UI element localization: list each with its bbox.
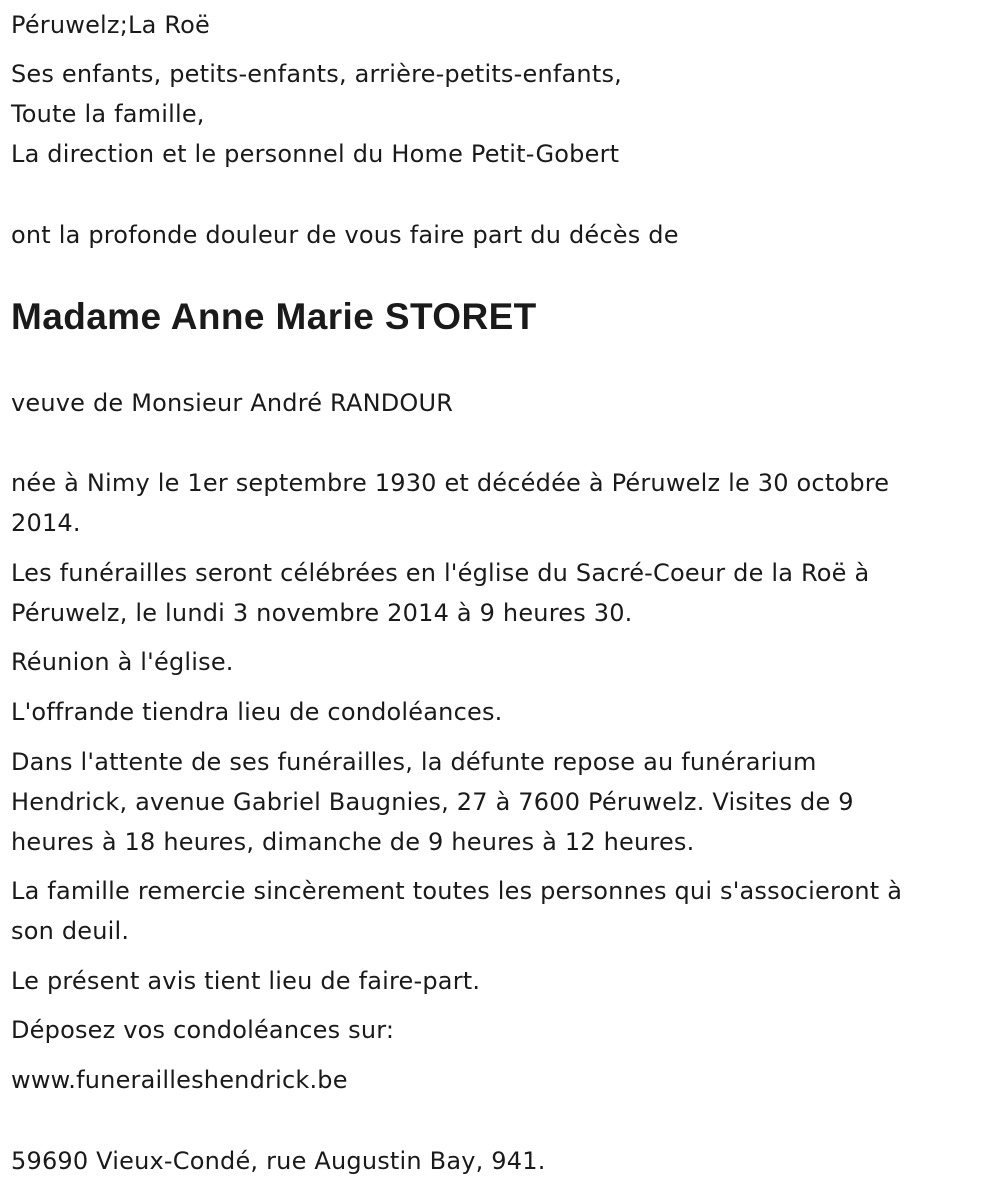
funeral-line-2: Péruwelz, le lundi 3 novembre 2014 à 9 heures 30.: [11, 599, 633, 627]
spouse-text: veuve de Monsieur André RANDOUR: [11, 389, 454, 417]
wake-line-2: Hendrick, avenue Gabriel Baugnies, 27 à 7600 Péruwelz. Visites de 9: [11, 788, 854, 816]
birth-death-line-2: 2014.: [11, 509, 81, 537]
offering-text: L'offrande tiendra lieu de condoléances.: [11, 698, 503, 726]
family-line-1: Ses enfants, petits-enfants, arrière-petits-enfants,: [11, 60, 622, 88]
condolences-label: Déposez vos condoléances sur:: [11, 1016, 395, 1044]
family-line-3: La direction et le personnel du Home Petit-Gobert: [11, 140, 620, 168]
notice-text: Le présent avis tient lieu de faire-part.: [11, 967, 481, 995]
address-text: 59690 Vieux-Condé, rue Augustin Bay, 941.: [11, 1147, 546, 1175]
funeral-line-1: Les funérailles seront célébrées en l'église du Sacré-Coeur de la Roë à: [11, 559, 870, 587]
thanks-line-1: La famille remercie sincèrement toutes les personnes qui s'associeront à: [11, 877, 903, 905]
family-line-2: Toute la famille,: [11, 100, 205, 128]
birth-death-line-1: née à Nimy le 1er septembre 1930 et décédée à Péruwelz le 30 octobre: [11, 469, 890, 497]
condolences-link[interactable]: www.funerailleshendrick.be: [11, 1066, 348, 1094]
deceased-name: Madame Anne Marie STORET: [11, 296, 537, 337]
wake-line-1: Dans l'attente de ses funérailles, la défunte repose au funérarium: [11, 748, 817, 776]
thanks-line-2: son deuil.: [11, 917, 130, 945]
meeting-text: Réunion à l'église.: [11, 648, 234, 676]
announcement-text: ont la profonde douleur de vous faire part du décès de: [11, 221, 679, 249]
location-header: Péruwelz;La Roë: [11, 11, 210, 39]
wake-line-3: heures à 18 heures, dimanche de 9 heures à 12 heures.: [11, 828, 695, 856]
